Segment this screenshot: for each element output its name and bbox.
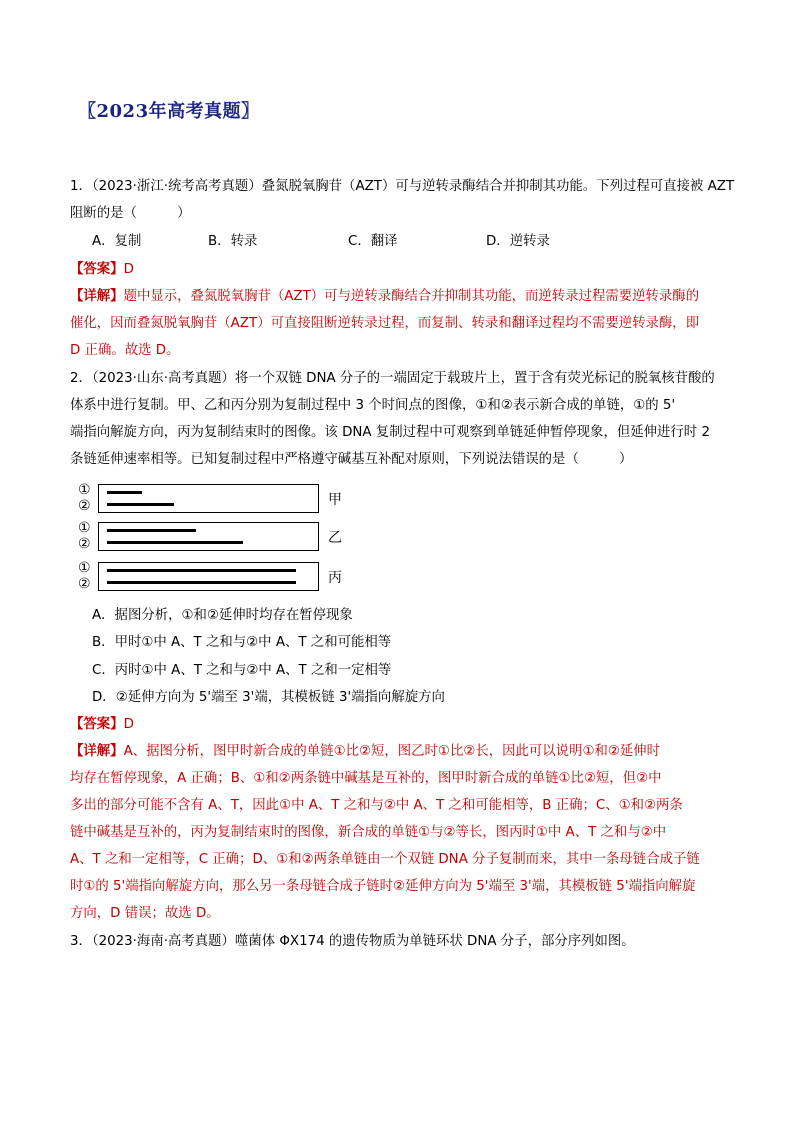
strand-1-bar: [107, 569, 296, 572]
q1-answer-label: 【答案】: [70, 262, 124, 277]
q2-answer: [70, 715, 134, 735]
q2-explain-line-3: 多出的部分可能不含有 A、T，因此①中 A、T 之和与②中 A、T 之和可能相等，B 正确；C、①和②两条: [70, 798, 683, 813]
strand-1-label: ①: [78, 520, 91, 536]
q2-stem-line-3: 端指向解旋方向，丙为复制结束时的图像。该 DNA 复制过程中可观察到单链延伸暂停现象，但延伸进行时 2: [70, 425, 710, 440]
q1-answer-value: D: [123, 262, 134, 277]
strand-1-bar: [107, 491, 142, 494]
q2-stem-line-1: 2．（2023·山东·高考真题）将一个双链 DNA 分子的一端固定于载玻片上，置于含有荧光标记的脱氧核苷酸的: [70, 371, 715, 386]
q2-explain-line-7: 方向，D 错误；故选 D。: [70, 906, 220, 921]
q1-explain-line-2: 催化，因而叠氮脱氧胸苷（AZT）可直接阻断逆转录过程，而复制、转录和翻译过程均不需要逆转录酶，即: [70, 316, 700, 331]
q2-answer-label: 【答案】: [70, 717, 124, 732]
strand-1-label: ①: [78, 560, 91, 576]
q1-explain-line-1: [70, 287, 699, 307]
diagram-box-bing: [98, 562, 319, 591]
panel-label-yi: 乙: [328, 530, 342, 546]
panel-label-jia: 甲: [328, 492, 342, 508]
strand-2-bar: [107, 581, 296, 584]
q3-stem-line-1: 3．（2023·海南·高考真题）噬菌体 ΦX174 的遗传物质为单链环状 DNA 分子，部分序列如图。: [70, 934, 635, 949]
q2-explain-label: 【详解】: [70, 744, 124, 759]
panel-label-bing: 丙: [328, 570, 342, 586]
diagram-box-yi: [98, 522, 319, 551]
strand-1-bar: [107, 529, 196, 532]
q1-option-b: B．转录: [208, 234, 258, 249]
q1-stem-line-1: 1．（2023·浙江·统考高考真题）叠氮脱氧胸苷（AZT）可与逆转录酶结合并抑制其功能。下列过程可直接被 AZT: [70, 179, 735, 194]
strand-2-label: ②: [78, 576, 91, 592]
strand-1-label: ①: [78, 482, 91, 498]
q2-stem-line-2: 体系中进行复制。甲、乙和丙分别为复制过程中 3 个时间点的图像，①和②表示新合成的单链，①的 5': [70, 398, 676, 413]
q2-option-d: D．②延伸方向为 5'端至 3'端，其模板链 3'端指向解旋方向: [92, 690, 445, 705]
q2-option-c: C．丙时①中 A、T 之和与②中 A、T 之和一定相等: [92, 663, 392, 678]
q2-explain-line-5: A、T 之和一定相等，C 正确；D、①和②两条单链由一个双链 DNA 分子复制而来，其中一条母链合成子链: [70, 852, 700, 867]
q2-option-a: A．据图分析，①和②延伸时均存在暂停现象: [92, 608, 353, 623]
q2-explain-line-4: 链中碱基是互补的，丙为复制结束时的图像，新合成的单链①与②等长，图丙时①中 A、T 之和与②中: [70, 825, 667, 840]
q1-option-d: D．逆转录: [486, 234, 550, 249]
q2-answer-value: D: [123, 717, 134, 732]
q2-option-b: B．甲时①中 A、T 之和与②中 A、T 之和可能相等: [92, 635, 392, 650]
strand-2-bar: [107, 541, 243, 544]
diagram-box-jia: [98, 484, 319, 513]
q2-explain-line-1: [70, 742, 660, 762]
q1-stem-line-2: 阻断的是（ ）: [70, 206, 191, 221]
q2-explain-text-1: A、据图分析，图甲时新合成的单链①比②短，图乙时①比②长，因此可以说明①和②延伸时: [123, 744, 661, 759]
replication-diagram: [78, 483, 378, 593]
strand-2-label: ②: [78, 536, 91, 552]
section-heading: 〖2023年高考真题〗: [78, 101, 260, 122]
q1-option-c: C．翻译: [348, 234, 398, 249]
q1-explain-label: 【详解】: [70, 289, 124, 304]
q1-option-a: A．复制: [92, 234, 142, 249]
q1-explain-line-3: D 正确。故选 D。: [70, 343, 180, 358]
q1-answer: [70, 260, 134, 280]
q2-stem-line-4: 条链延伸速率相等。已知复制过程中严格遵守碱基互补配对原则，下列说法错误的是（ ）: [70, 452, 633, 467]
q2-explain-line-6: 时①的 5'端指向解旋方向，那么另一条母链合成子链时②延伸方向为 5'端至 3'端，其模板链 5'端指向解旋: [70, 879, 696, 894]
q1-explain-text-1: 题中显示，叠氮脱氧胸苷（AZT）可与逆转录酶结合并抑制其功能，而逆转录过程需要逆转录酶的: [123, 289, 700, 304]
strand-2-bar: [107, 503, 174, 506]
q2-explain-line-2: 均存在暂停现象，A 正确；B、①和②两条链中碱基是互补的，图甲时新合成的单链①比②短，但②中: [70, 771, 662, 786]
strand-2-label: ②: [78, 498, 91, 514]
